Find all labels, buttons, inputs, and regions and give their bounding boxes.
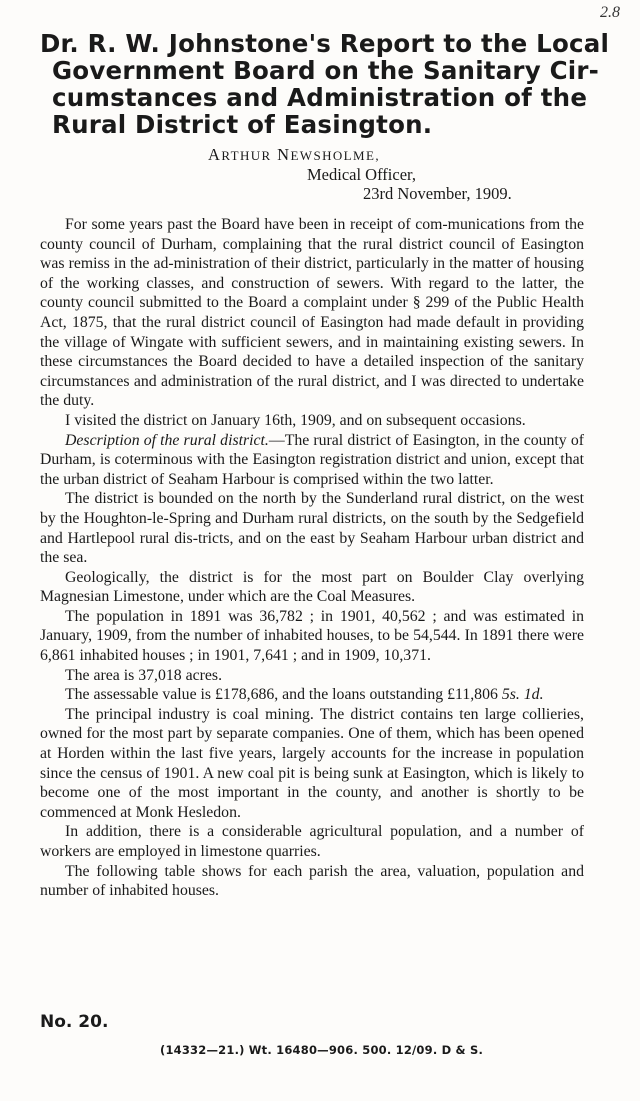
report-title <box>40 29 610 139</box>
valuation-text: The assessable value is £178,686, and the loans outstanding £11,806 <box>65 686 502 704</box>
author-name <box>208 145 380 166</box>
author-name-rest-a: RTHUR <box>221 148 272 163</box>
valuation-amount: 5s. 1d. <box>501 686 544 704</box>
paragraph-table-intro: The following table shows for each parish the area, valuation, population and number of inhabited houses. <box>40 862 584 900</box>
title-line-3: cumstances and Administration of the <box>52 83 588 112</box>
paragraph-agriculture: In addition, there is a considerable agricultural population, and a number of workers are employed in limestone quarries. <box>40 823 584 860</box>
title-line-4: Rural District of Easington. <box>52 110 433 139</box>
paragraph-population: The population in 1891 was 36,782 ; in 1901, 40,562 ; and was estimated in January, 1909, from the number of inhabited houses, to be 54,544. In 1891 there were 6,861 inhabited houses ; in 1901, 7,641 ; and in 1909, 10,371. <box>40 607 584 665</box>
paragraph-boundaries: The district is bounded on the north by the Sunderland rural district, on the west by the Houghton-le-Spring and Durham rural districts, on the south by the Sedgefield and Hartlepool rural dis-tricts, and on the east by Seaham Harbour urban district and the sea. <box>40 490 584 567</box>
title-line-1: Dr. R. W. Johnstone's Report to the Local <box>40 29 610 58</box>
paragraph-industry: The principal industry is coal mining. The district contains ten large collieries, owned for the most part by separate companies. One of them, which has been opened at Horden within the last five years, largely accounts for the increase in population since the census of 1901. A new coal pit is being sunk at Easington, which is likely to become one of the most important in the county, and another is shortly to be commenced at Monk Hesledon. <box>40 705 584 821</box>
printer-imprint: (14332—21.) Wt. 16480—906. 500. 12/09. D & S. <box>160 1043 484 1057</box>
paragraph-description <box>40 431 584 490</box>
page-corner-mark: 2.8 <box>600 4 620 21</box>
author-name-initial-a: A <box>208 145 222 164</box>
report-body <box>40 215 584 901</box>
paragraph-geology: Geologically, the district is for the most part on Boulder Clay overlying Magnesian Limestone, under which are the Coal Measures. <box>40 568 584 606</box>
description-text: —The rural district of Easington, in the county of Durham, is coterminous with the Easington registration district and union, except that the urban district of Seaham Harbour is comprised within the two latter. <box>40 431 584 488</box>
paragraph-area: The area is 37,018 acres. <box>65 666 223 684</box>
description-heading: Description of the rural district. <box>65 431 269 449</box>
author-name-initial-n: N <box>277 145 291 164</box>
paragraph-valuation <box>40 685 584 705</box>
title-line-2: Government Board on the Sanitary Cir- <box>52 56 600 85</box>
report-date: 23rd November, 1909. <box>363 184 512 203</box>
paragraph-visit: I visited the district on January 16th, 1909, and on subsequent occasions. <box>65 411 526 429</box>
author-role: Medical Officer, <box>307 164 416 184</box>
paragraph-introduction: For some years past the Board have been in receipt of com-munications from the county council of Durham, complaining that the rural district council of Easington was remiss in the ad-ministration of their district, particularly in the matter of housing of the working classes, and construction of sewers. With regard to the latter, the county council submitted to the Board a complaint under § 299 of the Public Health Act, 1875, that the rural district council of Easington had made default in providing the village of Wingate with sufficient sewers, and in maintaining existing sewers. In these circumstances the Board decided to have a detailed inspection of the sanitary circumstances and administration of the rural district, and I was directed to undertake the duty. <box>40 216 584 410</box>
document-number: No. 20. <box>40 1012 109 1032</box>
author-name-rest-n: EWSHOLME, <box>290 148 380 163</box>
